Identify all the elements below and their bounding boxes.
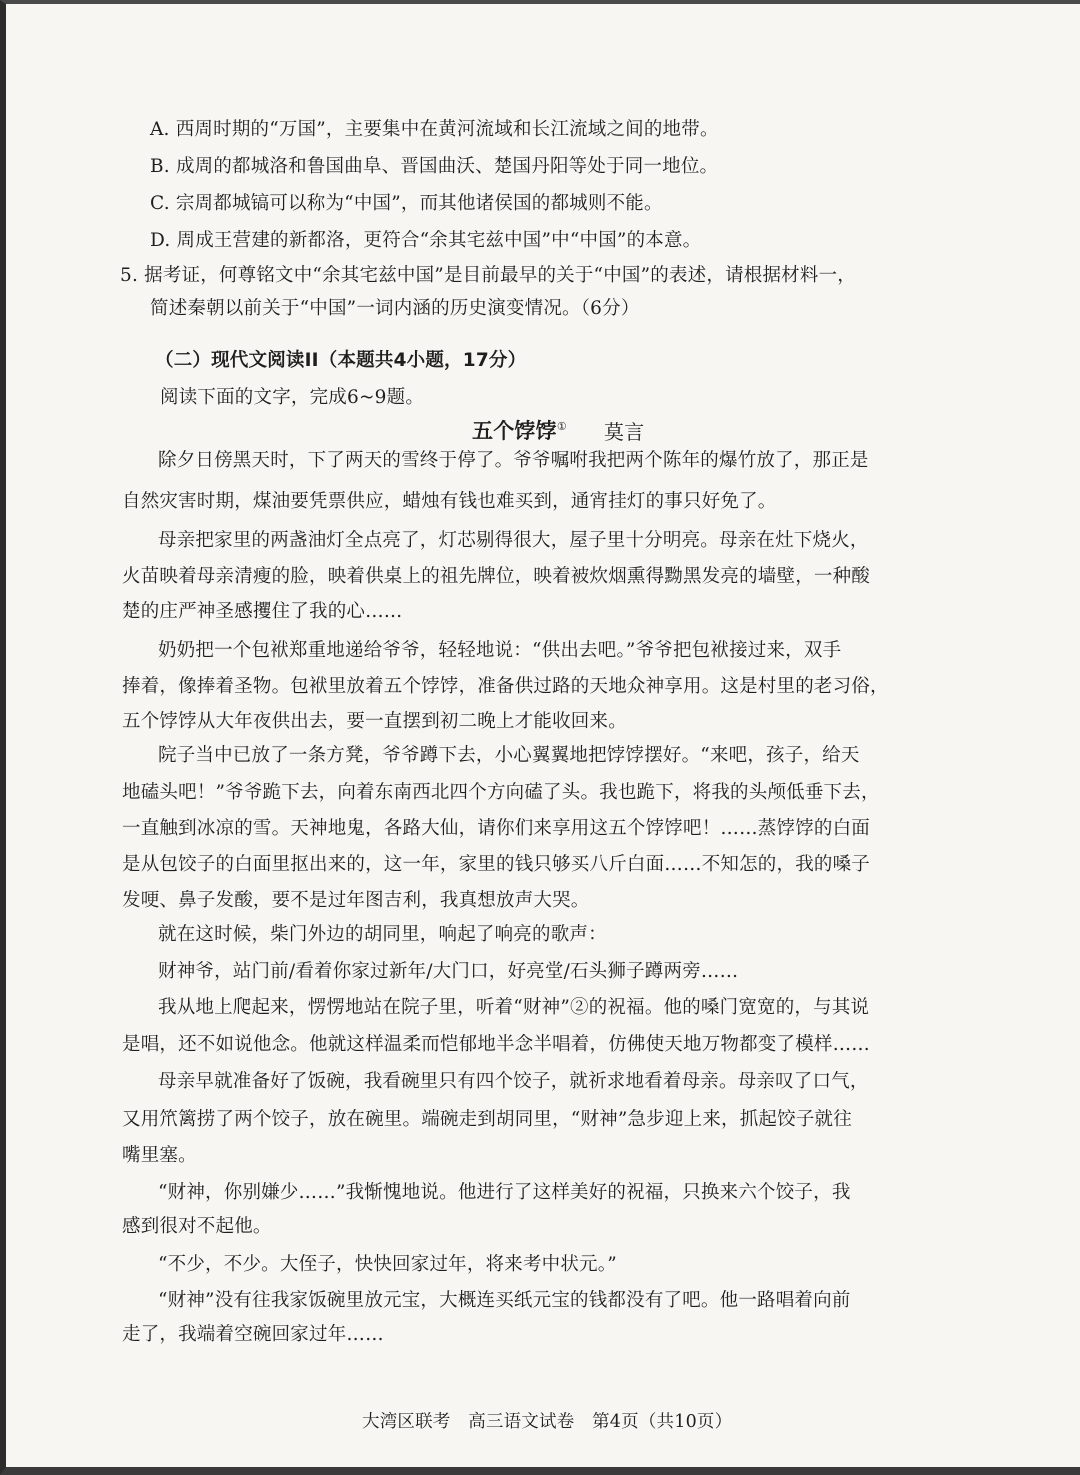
- story-line: 是从包饺子的白面里抠出来的，这一年，家里的钱只够买八斤白面……不知怎的，我的嗓子: [122, 854, 871, 875]
- story-line: 楚的庄严神圣感攫住了我的心……: [122, 601, 403, 622]
- story-line: 五个饽饽从大年夜供出去，要一直摆到初二晚上才能收回来。: [122, 711, 627, 732]
- section-instruction: 阅读下面的文字，完成6~9题。: [160, 387, 425, 408]
- option-a: A. 西周时期的“万国”，主要集中在黄河流域和长江流域之间的地带。: [150, 119, 719, 140]
- story-line: 财神爷，站门前/看着你家过新年/大门口，好亮堂/石头狮子蹲两旁……: [158, 961, 739, 982]
- story-line: 嘴里塞。: [122, 1145, 197, 1166]
- story-line: 地磕头吧！”爷爷跪下去，向着东南西北四个方向磕了头。我也跪下，将我的头颅低垂下去，: [122, 782, 880, 803]
- story-line: 火苗映着母亲清瘦的脸，映着供桌上的祖先牌位，映着被炊烟熏得黝黑发亮的墙壁，一种酸: [122, 566, 871, 587]
- story-line: “财神，你别嫌少……”我惭愧地说。他进行了这样美好的祝福，只换来六个饺子，我: [158, 1182, 851, 1203]
- story-line: 一直触到冰凉的雪。天神地鬼，各路大仙，请你们来享用这五个饽饽吧！……蒸饽饽的白面: [122, 818, 871, 839]
- story-line: 是唱，还不如说他念。他就这样温柔而恺郁地半念半唱着，仿佛使天地万物都变了模样……: [122, 1034, 871, 1055]
- section-heading: （二）现代文阅读II（本题共4小题，17分）: [155, 350, 527, 371]
- story-line: 自然灾害时期，煤油要凭票供应，蜡烛有钱也难买到，通宵挂灯的事只好免了。: [122, 491, 777, 512]
- story-line: 又用笊篱捞了两个饺子，放在碗里。端碗走到胡同里，“财神”急步迎上来，抓起饺子就往: [122, 1109, 852, 1130]
- story-line: 我从地上爬起来，愣愣地站在院子里，听着“财神”②的祝福。他的嗓门宽宽的，与其说: [158, 997, 870, 1018]
- question-5-line2: 简述秦朝以前关于“中国”一词内涵的历史演变情况。（6分）: [150, 298, 640, 319]
- story-title: [472, 415, 567, 445]
- story-line: 院子当中已放了一条方凳，爷爷蹲下去，小心翼翼地把饽饽摆好。“来吧，孩子，给天: [158, 745, 860, 766]
- story-line: 感到很对不起他。: [122, 1216, 272, 1237]
- story-line: 除夕日傍黑天时，下了两天的雪终于停了。爷爷嘱咐我把两个陈年的爆竹放了，那正是: [158, 450, 869, 471]
- story-line: 母亲把家里的两盏油灯全点亮了，灯芯剔得很大，屋子里十分明亮。母亲在灶下烧火，: [158, 530, 869, 551]
- story-line: 捧着，像捧着圣物。包袱里放着五个饽饽，准备供过路的天地众神享用。这是村里的老习俗，: [122, 676, 889, 697]
- story-line: “财神”没有往我家饭碗里放元宝，大概连买纸元宝的钱都没有了吧。他一路唱着向前: [158, 1290, 851, 1311]
- story-line: “不少，不少。大侄子，快快回家过年，将来考中状元。”: [158, 1254, 617, 1275]
- story-author: 莫言: [604, 420, 645, 444]
- story-line: 奶奶把一个包袱郑重地递给爷爷，轻轻地说：“供出去吧。”爷爷把包袱接过来，双手: [158, 640, 842, 661]
- question-5-line1: 5. 据考证，何尊铭文中“余其宅兹中国”是目前最早的关于“中国”的表述，请根据材料一，: [120, 265, 856, 286]
- story-title-text: 五个饽饽: [472, 418, 557, 443]
- page-footer: 大湾区联考 高三语文试卷 第4页（共10页）: [362, 1412, 733, 1432]
- story-title-note: ①: [556, 420, 567, 433]
- story-line: 发哽、鼻子发酸，要不是过年图吉利，我真想放声大哭。: [122, 890, 590, 911]
- story-line: 就在这时候，柴门外边的胡同里，响起了响亮的歌声：: [158, 924, 607, 945]
- story-line: 走了，我端着空碗回家过年……: [122, 1324, 384, 1345]
- option-b: B. 成周的都城洛和鲁国曲阜、晋国曲沃、楚国丹阳等处于同一地位。: [150, 156, 719, 177]
- option-d: D. 周成王营建的新都洛，更符合“余其宅兹中国”中“中国”的本意。: [150, 230, 702, 251]
- story-line: 母亲早就准备好了饭碗，我看碗里只有四个饺子，就祈求地看着母亲。母亲叹了口气，: [158, 1071, 869, 1092]
- option-c: C. 宗周都城镐可以称为“中国”，而其他诸侯国的都城则不能。: [150, 193, 663, 214]
